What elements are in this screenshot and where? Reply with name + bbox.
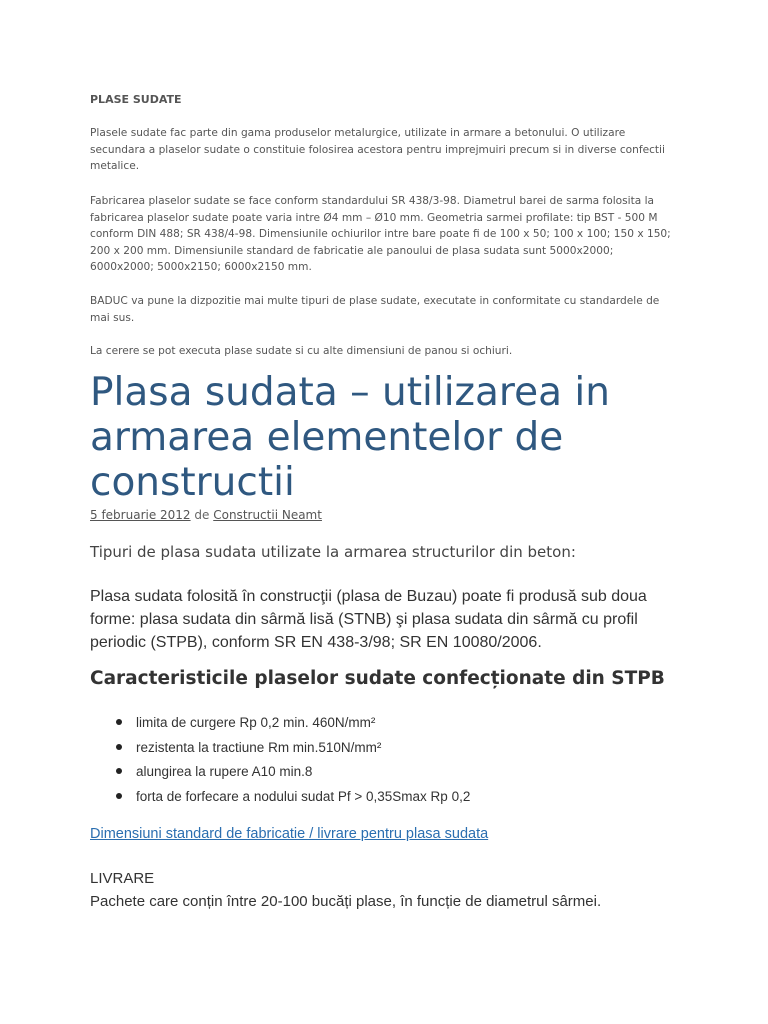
dimensions-link[interactable]: Dimensiuni standard de fabricatie / livrare pentru plasa sudata bbox=[90, 826, 489, 842]
section-title: PLASE SUDATE bbox=[90, 93, 182, 106]
list-item bbox=[116, 713, 470, 738]
list-item-text: limita de curgere Rp 0,2 min. 460N/mm² bbox=[136, 715, 376, 730]
section-paragraph: La cerere se pot executa plase sudate si cu alte dimensiuni de panou si ochiuri. bbox=[90, 345, 513, 357]
bullet-icon bbox=[116, 744, 122, 750]
characteristics-list bbox=[116, 713, 470, 811]
section-paragraph: BADUC va pune la dizpozitie mai multe tipuri de plase sudate, executate in conformitate cu standardele de mai sus. bbox=[90, 295, 660, 324]
bullet-icon bbox=[116, 719, 122, 725]
delivery-text: Pachete care conțin între 20-100 bucăți plase, în funcție de diametrul sârmei. bbox=[90, 893, 602, 910]
article-title: Plasa sudata – utilizarea in armarea elementelor de constructii bbox=[90, 370, 610, 505]
delivery-title: LIVRARE bbox=[90, 870, 155, 887]
bullet-icon bbox=[116, 768, 122, 774]
author-link[interactable]: Constructii Neamt bbox=[213, 508, 322, 522]
list-item bbox=[116, 762, 470, 787]
post-date-link[interactable]: 5 februarie 2012 bbox=[90, 508, 191, 522]
section-paragraph: Plasele sudate fac parte din gama produselor metalurgice, utilizate in armare a betonului. O utilizare secundara a plaselor sudate o constituie folosirea acestora pentru imprejmuiri precum si in diverse confectii metalice. bbox=[90, 127, 665, 172]
article-byline bbox=[90, 508, 322, 522]
list-item-text: forta de forfecare a nodului sudat Pf > 0,35Smax Rp 0,2 bbox=[136, 788, 471, 804]
list-item-text: alungirea la rupere A10 min.8 bbox=[136, 764, 313, 779]
list-item-text: rezistenta la tractiune Rm min.510N/mm² bbox=[136, 739, 382, 755]
bullet-icon bbox=[116, 793, 122, 799]
delivery-block bbox=[90, 867, 601, 913]
article-body: Plasa sudata folosită în construcţii (plasa de Buzau) poate fi produsă sub doua forme: plasa sudata din sârmă lisă (STNB) şi plasa sudata din sârmă cu profil periodic (STPB), conform SR EN 438-3/98; SR EN 10080/2006. bbox=[90, 588, 647, 651]
article-intro: Tipuri de plasa sudata utilizate la armarea structurilor din beton: bbox=[90, 543, 576, 561]
characteristics-heading: Caracteristicile plaselor sudate confecționate din STPB bbox=[90, 668, 665, 689]
byline-by: de bbox=[194, 508, 210, 522]
list-item bbox=[116, 787, 470, 812]
section-paragraph: Fabricarea plaselor sudate se face conform standardului SR 438/3-98. Diametrul barei de sarma folosita la fabricarea plaselor sudate poate varia intre Ø4 mm – Ø10 mm. Geometria sarmei profilate: tip BST - 500 M conform DIN 488; SR 438/4-98. Dimensiunile ochiurilor intre bare poate fi de 100 x 50; 100 x 100; 150 x 150; 200 x 200 mm. Dimensiunile standard de fabricatie ale panoului de plasa sudata sunt 5000x2000; 6000x2000; 5000x2150; 6000x2150 mm. bbox=[90, 195, 671, 273]
list-item bbox=[116, 738, 470, 763]
